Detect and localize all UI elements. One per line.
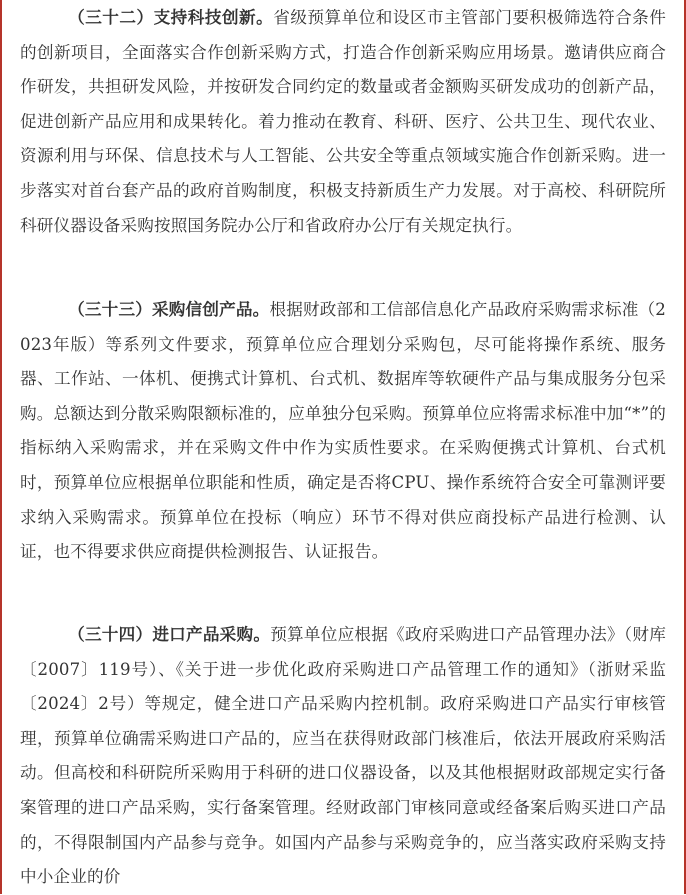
- section-heading: （三十三）采购信创产品。: [68, 299, 270, 319]
- section-heading: （三十二）支持科技创新。: [68, 7, 274, 27]
- section-body: 预算单位应根据《政府采购进口产品管理办法》（财库〔2007〕119号）、《关于进一步优化政府采购进口产品管理工作的通知》（浙财采监〔2024〕2号）等规定，健全进口产品采购内控机制。政府采购进口产品实行审核管理，预算单位确需采购进口产品的，应当在获得财政部门核准后，依法开展政府采购活动。但高校和科研院所采购用于科研的进口仪器设备，以及其他根据财政部规定实行备案管理的进口产品采购，实行备案管理。经财政部门审核同意或经备案后购买进口产品的，不得限制国内产品参与竞争。如国内产品参与采购竞争的，应当落实政府采购支持中小企业的价: [20, 625, 666, 887]
- left-border: [0, 0, 2, 894]
- section-paragraph: [20, 0, 666, 243]
- section-body: 省级预算单位和设区市主管部门要积极筛选符合条件的创新项目，全面落实合作创新采购方式，打造合作创新采购应用场景。邀请供应商合作研发，共担研发风险，并按研发合同约定的数量或者金额购买研发成功的创新产品，促进创新产品应用和成果转化。着力推动在教育、科研、医疗、公共卫生、现代农业、资源利用与环保、信息技术与人工智能、公共安全等重点领域实施合作创新采购。进一步落实对首台套产品的政府首购制度，积极支持新质生产力发展。对于高校、科研院所科研仪器设备采购按照国务院办公厅和省政府办公厅有关规定执行。: [20, 8, 666, 235]
- section-heading: （三十四）进口产品采购。: [68, 624, 271, 644]
- section-paragraph: [20, 617, 666, 895]
- section-body: 根据财政部和工信部信息化产品政府采购需求标准（2023年版）等系列文件要求，预算单位应合理划分采购包，尽可能将操作系统、服务器、工作站、一体机、便携式计算机、台式机、数据库等软硬件产品与集成服务分包采购。总额达到分散采购限额标准的，应单独分包采购。预算单位应将需求标准中加“*”的指标纳入采购需求，并在采购文件中作为实质性要求。在采购便携式计算机、台式机时，预算单位应根据单位职能和性质，确定是否将CPU、操作系统符合安全可靠测评要求纳入采购需求。预算单位在投标（响应）环节不得对供应商投标产品进行检测、认证，也不得要求供应商提供检测报告、认证报告。: [20, 300, 666, 562]
- section-paragraph: [20, 292, 666, 570]
